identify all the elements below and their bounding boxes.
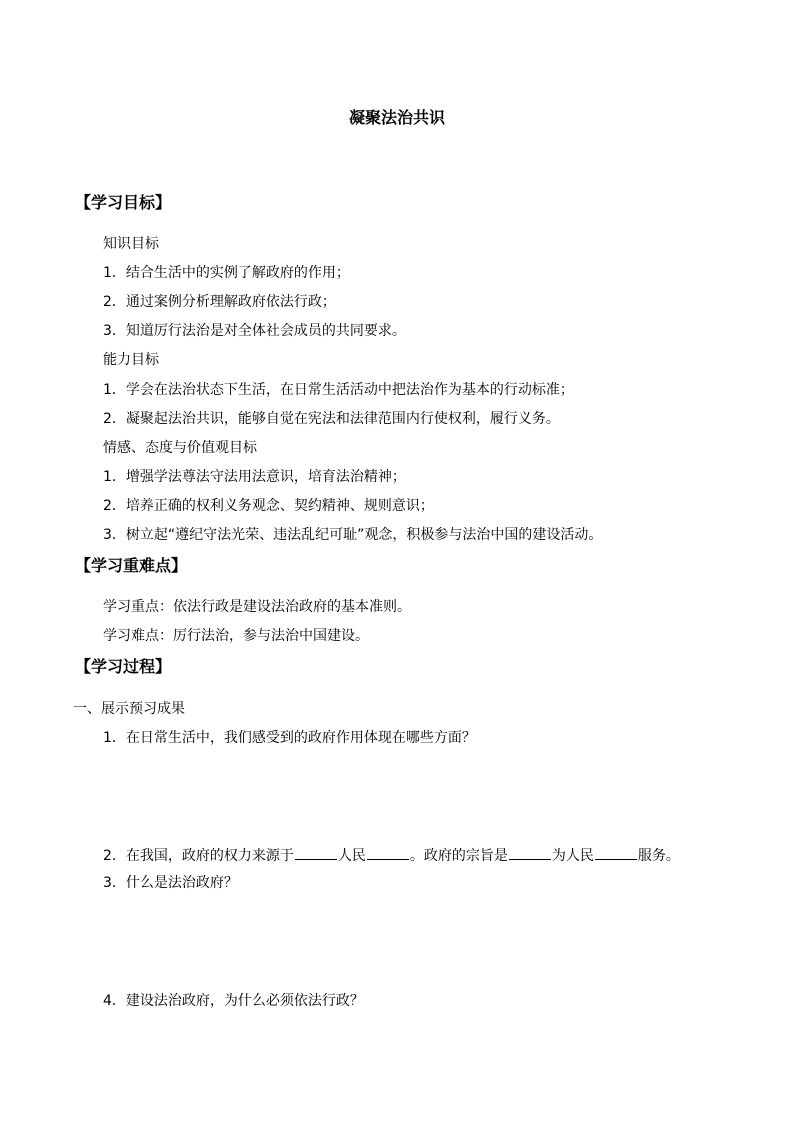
fill-in-blank[interactable] xyxy=(509,845,551,860)
key-focus: 学习重点：依法行政是建设法治政府的基本准则。 xyxy=(103,599,411,615)
question-4: 4．建设法治政府，为什么必须依法行政？ xyxy=(103,993,364,1009)
emotion-objectives-label: 情感、态度与价值观目标 xyxy=(103,440,257,456)
fill-in-blank[interactable] xyxy=(367,845,409,860)
knowledge-objective-item: 1．结合生活中的实例了解政府的作用； xyxy=(103,265,350,281)
question-2-text: 。政府的宗旨是 xyxy=(409,848,508,864)
knowledge-objectives-label: 知识目标 xyxy=(103,236,159,252)
fill-in-blank[interactable] xyxy=(295,845,337,860)
question-3: 3．什么是法治政府？ xyxy=(103,875,238,891)
emotion-objective-item: 3．树立起“遵纪守法光荣、违法乱纪可耻”观念，积极参与法治中国的建设活动。 xyxy=(103,527,603,543)
question-1: 1．在日常生活中，我们感受到的政府作用体现在哪些方面？ xyxy=(103,730,476,746)
question-2-text: 人民 xyxy=(337,848,366,864)
section-heading: 一、展示预习成果 xyxy=(73,701,185,717)
emotion-objective-item: 2．培养正确的权利义务观念、契约精神、规则意识； xyxy=(103,498,434,514)
knowledge-objective-item: 2．通过案例分析理解政府依法行政； xyxy=(103,294,336,310)
key-points-heading: 【学习重难点】 xyxy=(75,556,188,575)
question-2 xyxy=(103,845,680,865)
process-heading: 【学习过程】 xyxy=(75,657,172,676)
document-title: 凝聚法治共识 xyxy=(348,108,445,127)
question-2-text: 为人民 xyxy=(551,848,594,864)
ability-objective-item: 1．学会在法治状态下生活，在日常生活活动中把法治作为基本的行动标准； xyxy=(103,382,574,398)
ability-objectives-label: 能力目标 xyxy=(103,352,159,368)
ability-objective-item: 2．凝聚起法治共识，能够自觉在宪法和法律范围内行使权利，履行义务。 xyxy=(103,411,560,427)
question-2-text: 2．在我国，政府的权力来源于 xyxy=(103,848,294,864)
fill-in-blank[interactable] xyxy=(595,845,637,860)
emotion-objective-item: 1．增强学法尊法守法用法意识，培育法治精神； xyxy=(103,469,406,485)
question-2-text: 服务。 xyxy=(637,848,680,864)
knowledge-objective-item: 3．知道厉行法治是对全体社会成员的共同要求。 xyxy=(103,323,406,339)
objectives-heading: 【学习目标】 xyxy=(75,193,172,212)
key-difficulty: 学习难点：厉行法治，参与法治中国建设。 xyxy=(103,628,369,644)
